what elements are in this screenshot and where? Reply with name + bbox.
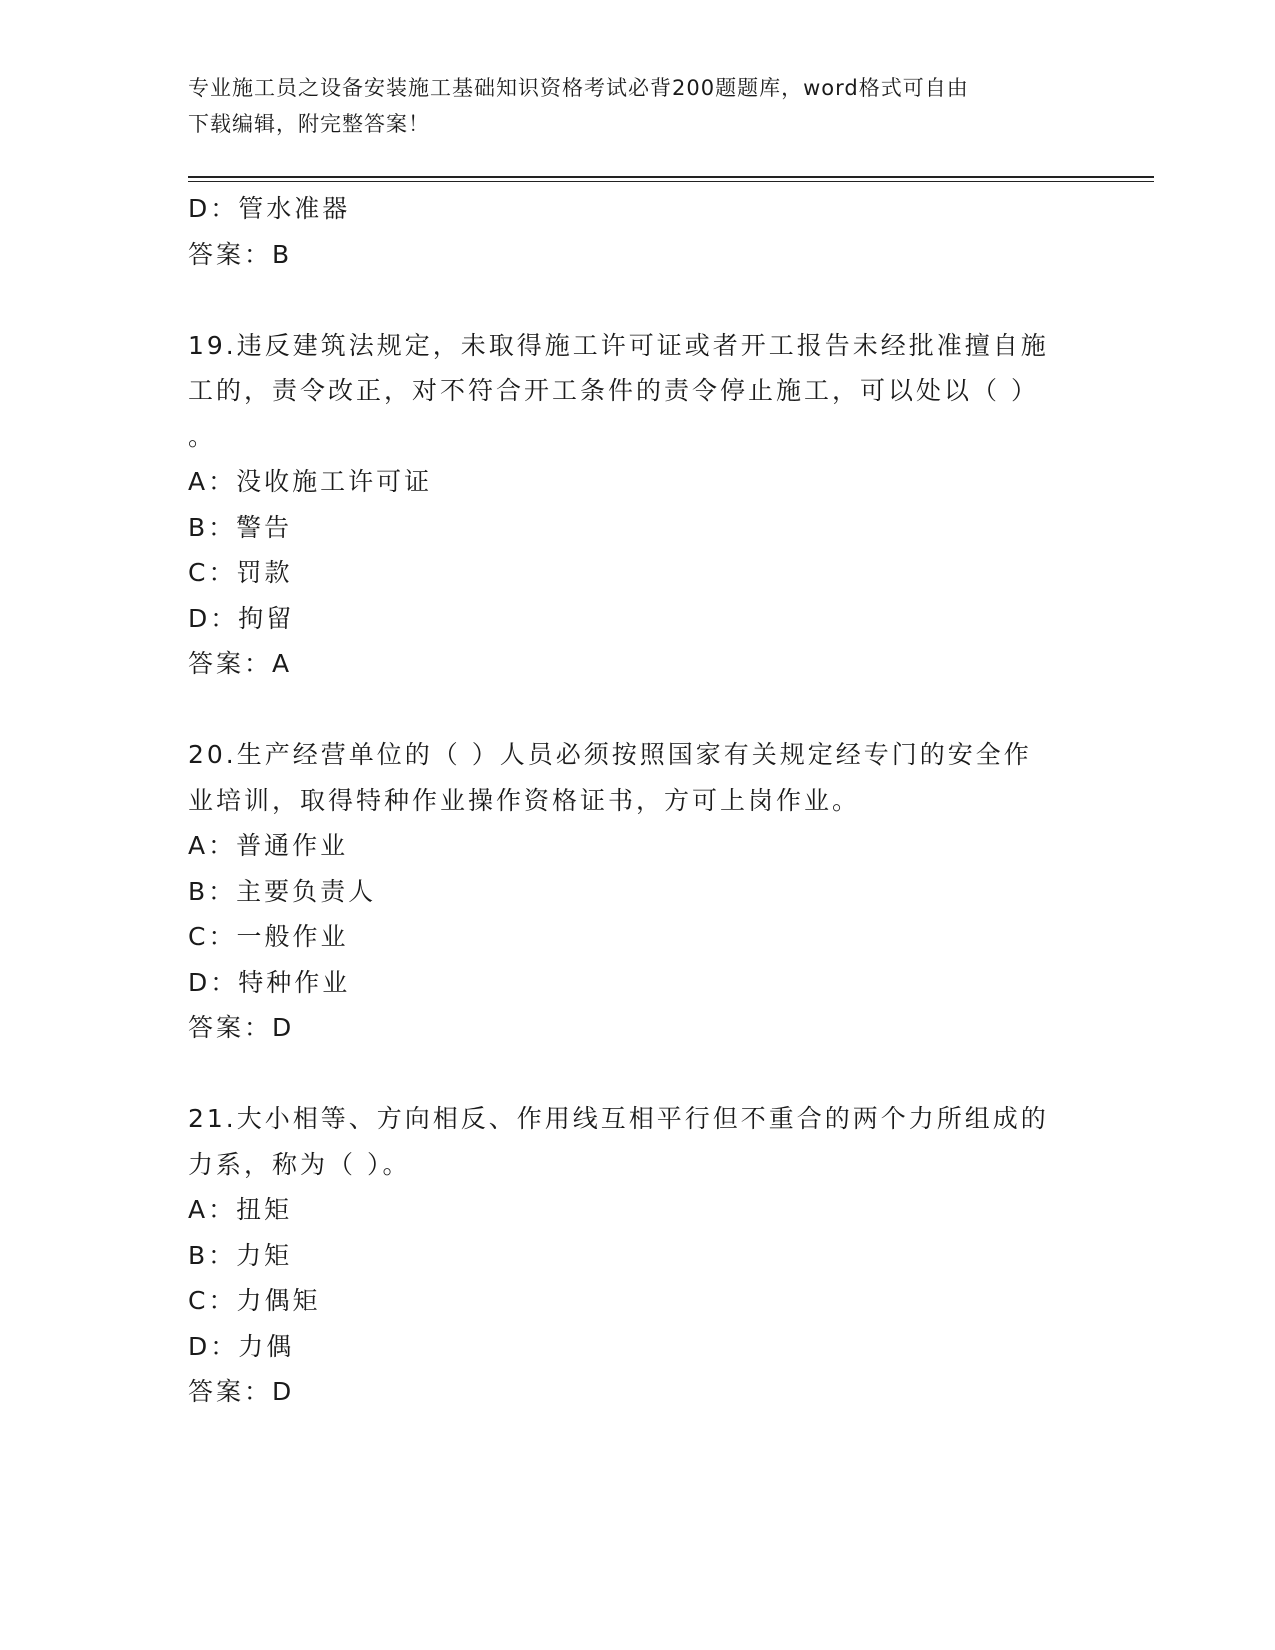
header-title-line-2: 下载编辑，附完整答案！ — [188, 112, 430, 136]
question-stem: 19.违反建筑法规定，未取得施工许可证或者开工报告未经批准擅自施 — [188, 330, 1049, 360]
answer: 答案：D — [188, 1013, 295, 1042]
question-stem: 工的，责令改正，对不符合开工条件的责令停止施工，可以处以（ ） — [188, 376, 1039, 405]
answer: 答案：D — [188, 1377, 295, 1406]
option-b: B：警告 — [188, 512, 293, 542]
document-header — [188, 70, 1088, 142]
spacer — [188, 1051, 1088, 1097]
option-d: D：力偶 — [188, 1331, 295, 1361]
question-stem: 业培训，取得特种作业操作资格证书，方可上岗作业。 — [188, 785, 861, 815]
option-b: B：主要负责人 — [188, 876, 377, 906]
question-21 — [188, 1096, 1088, 1415]
answer: 答案：A — [188, 649, 293, 678]
option-a: A：没收施工许可证 — [188, 467, 433, 496]
option-c: C：力偶矩 — [188, 1286, 321, 1315]
question-stem: 21.大小相等、方向相反、作用线互相平行但不重合的两个力所组成的 — [188, 1104, 1049, 1133]
option-c: C：罚款 — [188, 558, 293, 587]
question-stem: 力系，称为（ ）。 — [188, 1149, 411, 1179]
question-20 — [188, 732, 1088, 1051]
prev-question-option-d: D：管水准器 — [188, 194, 351, 223]
option-d: D：拘留 — [188, 603, 295, 633]
option-d: D：特种作业 — [188, 967, 351, 997]
spacer — [188, 687, 1088, 733]
option-a: A：普通作业 — [188, 831, 349, 860]
question-list — [188, 186, 1088, 1415]
question-stem: 。 — [188, 421, 217, 451]
question-19 — [188, 323, 1088, 687]
header-title-line-1: 专业施工员之设备安装施工基础知识资格考试必背200题题库，word格式可自由 — [188, 76, 969, 100]
prev-question-answer: 答案：B — [188, 239, 293, 269]
header-divider — [188, 176, 1154, 178]
option-a: A：扭矩 — [188, 1195, 293, 1224]
header-divider-thin — [188, 181, 1154, 182]
spacer — [188, 277, 1088, 323]
option-b: B：力矩 — [188, 1240, 293, 1270]
option-c: C：一般作业 — [188, 922, 349, 951]
question-stem: 20.生产经营单位的（ ）人员必须按照国家有关规定经专门的安全作 — [188, 740, 1032, 769]
